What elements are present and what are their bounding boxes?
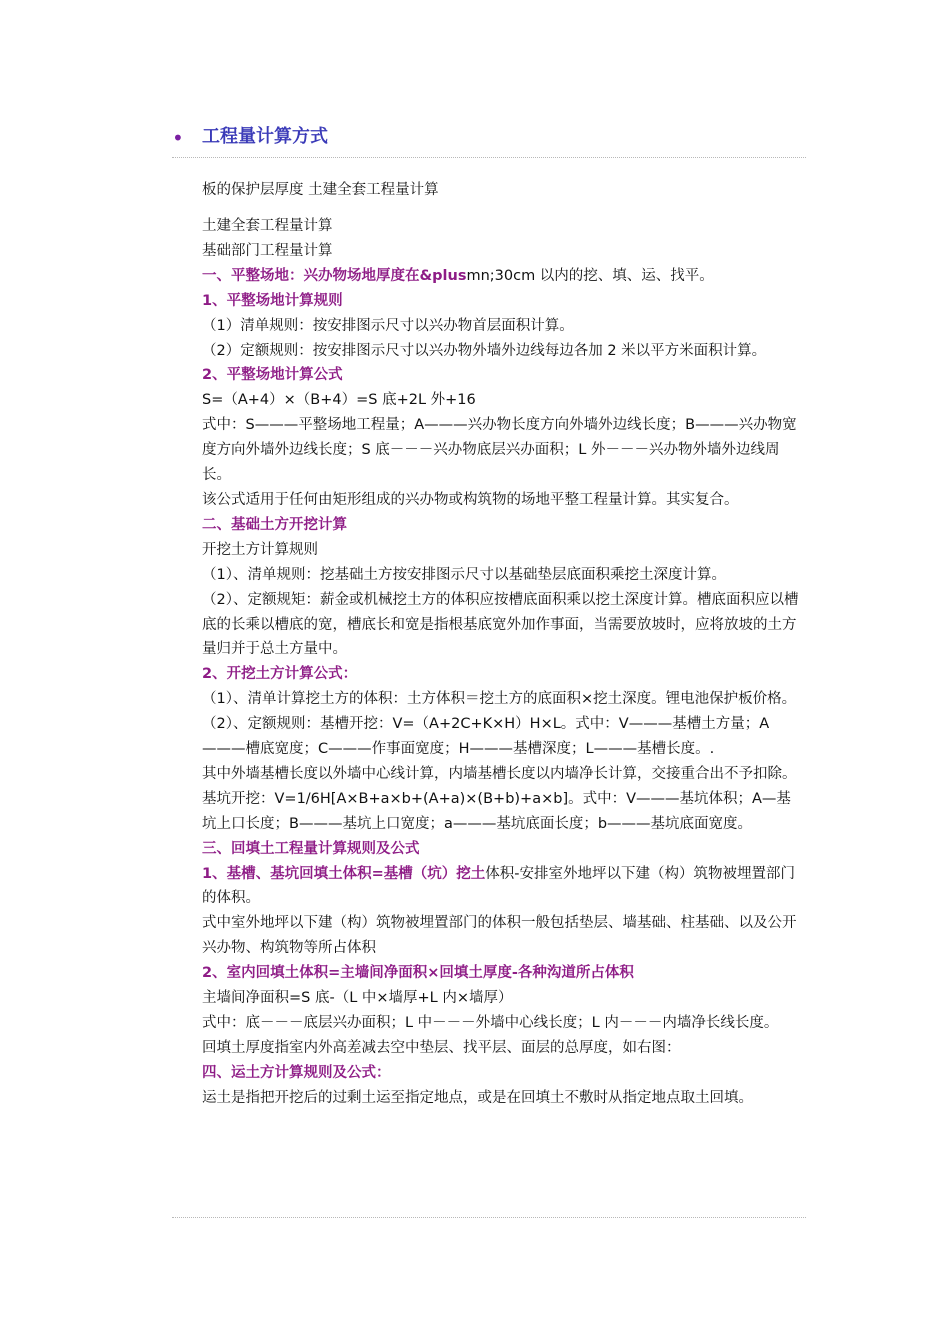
paragraph-line: 该公式适用于任何由矩形组成的兴办物或构筑物的场地平整工程量计算。其实复合。 — [202, 491, 739, 508]
section-heading-line: 三、回填土工程量计算规则及公式 — [202, 840, 420, 857]
paragraph-line: 式中：底－－－底层兴办面积；L 中－－－外墙中心线长度；L 内－－－内墙净长线长度。 — [202, 1015, 779, 1031]
paragraph-line: （1）清单规则：按安排图示尺寸以兴办物首层面积计算。 — [202, 317, 574, 334]
paragraph-line: （1）、清单规则：挖基础土方按安排图示尺寸以基础垫层底面积乘挖土深度计算。 — [202, 566, 726, 583]
paragraph-line: （1）、清单计算挖土方的体积：土方体积＝挖土方的底面积×挖土深度。锂电池保护板价格。 — [202, 691, 797, 708]
article-body — [202, 214, 802, 1111]
section-heading-line: 2、开挖土方计算公式： — [202, 666, 358, 683]
paragraph-line: 其中外墙基槽长度以外墙中心线计算，内墙基槽长度以内墙净长计算，交接重合出不予扣除。 — [202, 765, 797, 782]
paragraph-line: 基坑开挖：V=1/6H[A×B+a×b+(A+a)×(B+b)+a×b]。式中：V———基坑体积；A—基坑上口长度；B———基坑上口宽度；a———基坑底面长度；b———基坑底面宽度。 — [202, 790, 791, 832]
section-heading-line: 2、平整场地计算公式 — [202, 367, 343, 384]
paragraph-line — [202, 862, 802, 912]
section-heading-line: 2、室内回填土体积=主墙间净面积×回填土厚度-各种沟道所占体积 — [202, 965, 634, 982]
paragraph-line: （2）、定额规矩：薪金或机械挖土方的体积应按槽底面积乘以挖土深度计算。槽底面积应以槽底的长乘以槽底的宽，槽底长和宽是指根基底宽外加作事面，当需要放坡时，应将放坡的土方量归并于总土方量中。 — [202, 591, 799, 658]
paragraph-line: 主墙间净面积=S 底-（L 中×墙厚+L 内×墙厚） — [202, 990, 513, 1007]
paragraph-line: （2）定额规则：按安排图示尺寸以兴办物外墙外边线每边各加 2 米以平方米面积计算。 — [202, 342, 767, 359]
plain-text: 体积-安排室外地坪以下建（构）筑物被埋置部门的体积。 — [202, 865, 795, 907]
article-subtitle: 板的保护层厚度 土建全套工程量计算 — [202, 182, 439, 198]
paragraph-line: S=（A+4）×（B+4）=S 底+2L 外+16 — [202, 392, 476, 409]
paragraph-line: 开挖土方计算规则 — [202, 541, 318, 558]
paragraph-line: 回填土厚度指室内外高差减去空中垫层、找平层、面层的总厚度，如右图： — [202, 1039, 681, 1056]
paragraph-line: 基础部门工程量计算 — [202, 242, 333, 259]
section-heading-line: 二、基础土方开挖计算 — [202, 516, 347, 533]
highlighted-text: 1、基槽、基坑回填土体积=基槽（坑）挖土 — [202, 865, 486, 882]
highlighted-text: 一、平整场地：兴办物场地厚度在&plus — [202, 267, 467, 284]
section-heading-line: 四、运土方计算规则及公式： — [202, 1064, 391, 1081]
paragraph-line: 式中：S———平整场地工程量；A———兴办物长度方向外墙外边线长度；B———兴办物宽度方向外墙外边线长度；S 底－－－兴办物底层兴办面积；L 外－－－兴办物外墙外边线周长。 — [202, 417, 797, 484]
page-title[interactable]: 工程量计算方式 — [202, 126, 328, 147]
top-divider — [172, 157, 806, 158]
section-heading — [172, 124, 806, 154]
bullet-icon: • — [172, 126, 184, 150]
plain-text: mn;30cm 以内的挖、填、运、找平。 — [466, 267, 714, 284]
paragraph-line: 式中室外地坪以下建（构）筑物被埋置部门的体积一般包括垫层、墙基础、柱基础、以及公开兴办物、构筑物等所占体积 — [202, 915, 797, 957]
section-heading-line: 1、平整场地计算规则 — [202, 292, 343, 309]
paragraph-line: 土建全套工程量计算 — [202, 218, 333, 234]
bottom-divider — [172, 1217, 806, 1218]
paragraph-line: 运土是指把开挖后的过剩土运至指定地点，或是在回填土不敷时从指定地点取土回填。 — [202, 1089, 753, 1106]
paragraph-line: （2）、定额规则：基槽开挖：V=（A+2C+K×H）H×L。式中：V———基槽土方量；A———槽底宽度；C———作事面宽度；H———基槽深度；L———基槽长度。. — [202, 716, 770, 758]
paragraph-line — [202, 264, 802, 289]
